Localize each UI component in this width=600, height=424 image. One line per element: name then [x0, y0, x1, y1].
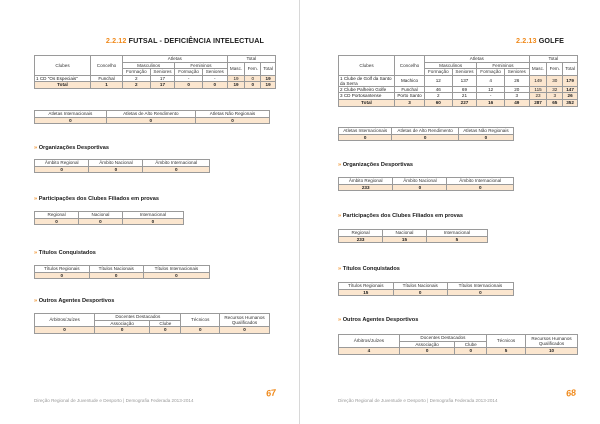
section-title	[106, 36, 264, 45]
value-cell: 0	[175, 82, 203, 89]
concelho-cell: Porto Santo	[395, 93, 425, 100]
heading-text: Organizações Desportivas	[342, 162, 413, 168]
concelho-cell: Funchal	[91, 75, 123, 82]
header-seniores: Seniores	[504, 69, 529, 76]
value-cell: 227	[452, 99, 477, 106]
value-cell: 0	[35, 272, 90, 279]
section-number: 2.2.12	[105, 36, 127, 45]
club-name	[339, 86, 395, 93]
page-number: 68	[565, 387, 577, 399]
section-name: FUTSAL - DEFICIÊNCIA INTELECTUAL	[128, 36, 264, 45]
value-cell: 4	[477, 75, 505, 86]
value-cell: 4	[339, 348, 400, 355]
header-total: Total	[529, 56, 577, 63]
bullet-icon: »	[338, 317, 342, 323]
header-intl-athletes: Atletas Internacionais	[35, 111, 107, 118]
heading-titulos	[338, 266, 400, 272]
concelho-cell: Machico	[395, 75, 425, 86]
value-cell: 65	[547, 99, 563, 106]
value-cell: 147	[563, 86, 578, 93]
header-recursos: Recursos Humanos Qualificados	[526, 335, 578, 348]
row-number: 3	[340, 93, 343, 99]
other-agents-table	[34, 313, 270, 334]
titles-table	[338, 282, 514, 296]
header-seniores: Seniores	[452, 69, 477, 76]
value-cell: 23	[529, 93, 547, 100]
heading-text: Outros Agentes Desportivos	[342, 317, 419, 323]
header-international-titles: Títulos Internacionais	[447, 283, 513, 290]
heading-text: Títulos Conquistados	[342, 266, 400, 272]
header-concelho: Concelho	[91, 56, 123, 76]
value-cell: 3	[547, 93, 563, 100]
value-cell: 0	[447, 289, 513, 296]
header-formacao: Formação	[175, 69, 203, 76]
header-international: Âmbito Internacional	[143, 160, 210, 167]
value-cell: 287	[529, 99, 547, 106]
value-cell: 0	[143, 272, 209, 279]
table-row	[35, 75, 276, 82]
value-cell: 5	[487, 348, 526, 355]
header-arbitros: Árbitros/Juízes	[35, 314, 95, 327]
other-agents-table	[338, 334, 578, 355]
header-international-titles: Títulos Internacionais	[143, 266, 209, 273]
header-tot: Total	[261, 62, 276, 75]
header-high-performance: Atletas de Alto Rendimento	[106, 111, 195, 118]
value-cell: 10	[526, 348, 578, 355]
value-cell: 17	[150, 82, 175, 89]
value-cell: 2	[425, 93, 453, 100]
value-cell: 30	[547, 75, 563, 86]
right-page	[300, 0, 600, 424]
heading-organizacoes	[338, 162, 413, 168]
header-tecnicos: Técnicos	[181, 314, 220, 327]
total-count: 3	[395, 99, 425, 106]
section-title	[516, 36, 564, 45]
value-cell: 0	[106, 117, 195, 124]
bullet-icon: »	[34, 298, 38, 304]
total-row	[35, 82, 276, 89]
header-international: Internacional	[426, 230, 487, 237]
header-tecnicos: Técnicos	[487, 335, 526, 348]
header-masc: Masc.	[529, 62, 547, 75]
header-non-regional: Atletas Não Regionais	[195, 111, 269, 118]
footer-text: Direção Regional de Juventude e Desporto | Demografia Federada 2013-2014	[34, 398, 194, 403]
header-regional-titles: Títulos Regionais	[339, 283, 394, 290]
clubs-athletes-table	[338, 55, 578, 107]
total-label: Total	[35, 82, 91, 89]
bullet-icon: »	[34, 250, 38, 256]
header-regional: Regional	[35, 212, 79, 219]
club-label: Clube de Golf da Santo da Serra	[340, 75, 392, 86]
value-cell: 16	[477, 99, 505, 106]
header-recursos: Recursos Humanos Qualificados	[220, 314, 270, 327]
header-national: Âmbito Nacional	[89, 160, 143, 167]
value-cell: 0	[458, 134, 513, 141]
value-cell: -	[175, 75, 203, 82]
value-cell: 0	[393, 289, 447, 296]
club-label: CD Portosantense	[343, 93, 382, 99]
header-international: Internacional	[122, 212, 183, 219]
club-name	[339, 93, 395, 100]
participations-table	[338, 229, 488, 243]
value-cell: 0	[35, 218, 79, 225]
heading-outros	[338, 317, 418, 323]
value-cell: 0	[245, 75, 261, 82]
value-cell: 46	[425, 86, 453, 93]
value-cell: 0	[89, 272, 143, 279]
value-cell: 20	[504, 86, 529, 93]
header-fem: Fem.	[547, 62, 563, 75]
value-cell: 352	[563, 99, 578, 106]
value-cell: 2	[123, 82, 151, 89]
header-femininos: Femininos	[477, 62, 529, 69]
value-cell: 0	[122, 218, 183, 225]
club-label: CD "Os Especiais"	[39, 75, 78, 81]
header-intl-athletes: Atletas Internacionais	[339, 128, 392, 135]
page-number: 67	[265, 387, 277, 399]
header-docentes: Docentes Destacados	[95, 314, 181, 321]
header-formacao: Formação	[123, 69, 151, 76]
value-cell: 0	[195, 117, 269, 124]
header-associacao: Associação	[95, 320, 150, 327]
header-concelho: Concelho	[395, 56, 425, 76]
row-number: 1	[340, 75, 343, 81]
value-cell: 0	[95, 327, 150, 334]
header-national-titles: Títulos Nacionais	[393, 283, 447, 290]
bullet-icon: »	[338, 162, 342, 168]
header-seniores: Seniores	[202, 69, 227, 76]
value-cell: 12	[477, 86, 505, 93]
header-regional-titles: Títulos Regionais	[35, 266, 90, 273]
value-cell: 2	[123, 75, 151, 82]
value-cell: 19	[227, 82, 245, 89]
value-cell: 49	[504, 99, 529, 106]
bullet-icon: »	[34, 196, 38, 202]
heading-text: Outros Agentes Desportivos	[38, 298, 115, 304]
header-fem: Fem.	[245, 62, 261, 75]
heading-organizacoes	[34, 145, 109, 151]
clubs-athletes-table	[34, 55, 276, 89]
value-cell: 32	[547, 86, 563, 93]
value-cell: 0	[35, 327, 95, 334]
row-number: 1	[36, 75, 39, 81]
value-cell: 26	[504, 75, 529, 86]
heading-text: Participações dos Clubes Filiados em provas	[342, 213, 463, 219]
value-cell: 19	[261, 75, 276, 82]
header-national: Âmbito Nacional	[393, 178, 447, 185]
header-clube: Clube	[150, 320, 181, 327]
header-clube: Clube	[455, 341, 487, 348]
organizations-table	[34, 159, 210, 173]
bullet-icon: »	[34, 145, 38, 151]
value-cell: 21	[452, 93, 477, 100]
header-atletas: Atletas	[123, 56, 228, 63]
header-arbitros: Árbitros/Juízes	[339, 335, 400, 348]
table-row	[339, 86, 578, 93]
section-name: GOLFE	[538, 36, 564, 45]
value-cell: 19	[261, 82, 276, 89]
table-row	[339, 75, 578, 86]
value-cell: -	[477, 93, 505, 100]
table-row	[339, 93, 578, 100]
value-cell: 137	[452, 75, 477, 86]
header-regional: Âmbito Regional	[35, 160, 89, 167]
bullet-icon: »	[338, 266, 342, 272]
heading-text: Organizações Desportivas	[38, 145, 109, 151]
value-cell: 0	[79, 218, 123, 225]
value-cell: 19	[227, 75, 245, 82]
header-non-regional: Atletas Não Regionais	[458, 128, 513, 135]
value-cell: 149	[529, 75, 547, 86]
footer-text: Direção Regional de Juventude e Desporto | Demografia Federada 2013-2014	[338, 398, 498, 403]
value-cell: 5	[426, 236, 487, 243]
bullet-icon: »	[338, 213, 342, 219]
value-cell: 3	[504, 93, 529, 100]
heading-titulos	[34, 250, 96, 256]
header-masculinos: Masculinos	[425, 62, 477, 69]
heading-participacoes	[34, 196, 159, 202]
value-cell: 0	[35, 166, 89, 173]
total-row	[339, 99, 578, 106]
header-tot: Total	[563, 62, 578, 75]
value-cell: 179	[563, 75, 578, 86]
header-regional: Regional	[339, 230, 383, 237]
value-cell: 0	[245, 82, 261, 89]
header-high-performance: Atletas de Alto Rendimento	[392, 128, 458, 135]
heading-text: Títulos Conquistados	[38, 250, 96, 256]
value-cell: 0	[220, 327, 270, 334]
header-masculinos: Masculinos	[123, 62, 175, 69]
value-cell: 0	[35, 117, 107, 124]
concelho-cell: Funchal	[395, 86, 425, 93]
value-cell: 60	[425, 99, 453, 106]
value-cell: 115	[529, 86, 547, 93]
value-cell: 0	[455, 348, 487, 355]
header-international: Âmbito Internacional	[447, 178, 514, 185]
club-label: Clube Palheiro Golfe	[343, 86, 387, 92]
value-cell: 0	[399, 348, 455, 355]
header-femininos: Femininos	[175, 62, 227, 69]
value-cell: -	[202, 75, 227, 82]
value-cell: 0	[89, 166, 143, 173]
club-name	[339, 75, 395, 86]
organizations-table	[338, 177, 514, 191]
heading-outros	[34, 298, 114, 304]
value-cell: 0	[143, 166, 210, 173]
header-regional: Âmbito Regional	[339, 178, 393, 185]
value-cell: 15	[383, 236, 427, 243]
value-cell: 0	[202, 82, 227, 89]
row-number: 2	[340, 86, 343, 92]
header-atletas: Atletas	[425, 56, 530, 63]
value-cell: 17	[150, 75, 175, 82]
header-formacao: Formação	[425, 69, 453, 76]
value-cell: 26	[563, 93, 578, 100]
participations-table	[34, 211, 184, 225]
value-cell: 233	[339, 184, 393, 191]
titles-table	[34, 265, 210, 279]
value-cell: 12	[425, 75, 453, 86]
header-associacao: Associação	[399, 341, 455, 348]
value-cell: 0	[181, 327, 220, 334]
header-total: Total	[227, 56, 275, 63]
header-seniores: Seniores	[150, 69, 175, 76]
header-docentes: Docentes Destacados	[399, 335, 486, 342]
total-count: 1	[91, 82, 123, 89]
athletes-categories-table	[34, 110, 270, 124]
club-name	[35, 75, 91, 82]
section-number: 2.2.13	[516, 36, 537, 45]
heading-participacoes	[338, 213, 463, 219]
header-national: Nacional	[79, 212, 123, 219]
value-cell: 15	[339, 289, 394, 296]
header-national: Nacional	[383, 230, 427, 237]
athletes-categories-table	[338, 127, 514, 141]
header-formacao: Formação	[477, 69, 505, 76]
value-cell: 0	[447, 184, 514, 191]
total-label: Total	[339, 99, 395, 106]
value-cell: 0	[392, 134, 458, 141]
value-cell: 0	[150, 327, 181, 334]
heading-text: Participações dos Clubes Filiados em provas	[38, 196, 159, 202]
header-masc: Masc.	[227, 62, 245, 75]
value-cell: 69	[452, 86, 477, 93]
value-cell: 0	[393, 184, 447, 191]
header-clubes: Clubes	[35, 56, 91, 76]
value-cell: 0	[339, 134, 392, 141]
value-cell: 233	[339, 236, 383, 243]
header-national-titles: Títulos Nacionais	[89, 266, 143, 273]
header-clubes: Clubes	[339, 56, 395, 76]
